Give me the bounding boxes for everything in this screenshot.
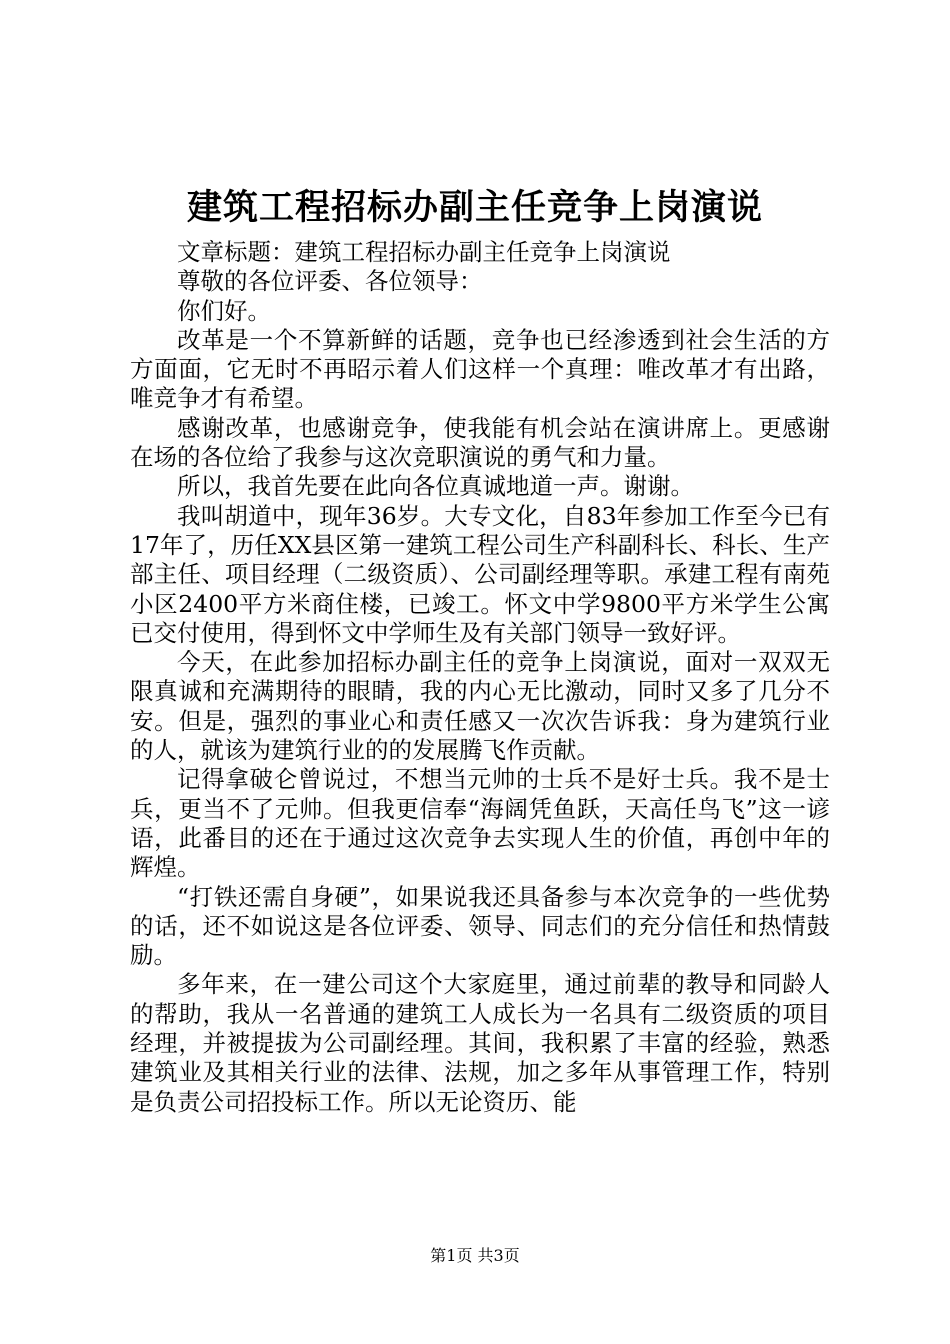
paragraph: 多年来，在一建公司这个大家庭里，通过前辈的教导和同龄人的帮助，我从一名普通的建筑工人成长为一名具有二级资质的项目经理，并被提拔为公司副经理。其间，我积累了丰富的经验，熟悉建筑业及其相关行业的法律、法规，加之多年从事管理工作，特别是负责公司招投标工作。所以无论资历、能 bbox=[130, 970, 830, 1116]
paragraph-article-title: 文章标题：建筑工程招标办副主任竞争上岗演说 bbox=[177, 238, 671, 266]
paragraph: 改革是一个不算新鲜的话题，竞争也已经渗透到社会生活的方方面面，它无时不再昭示着人们这样一个真理：唯改革才有出路，唯竞争才有希望。 bbox=[130, 325, 830, 413]
paragraph: 今天，在此参加招标办副主任的竞争上岗演说，面对一双双无限真诚和充满期待的眼睛，我的内心无比激动，同时又多了几分不安。但是，强烈的事业心和责任感又一次次告诉我：身为建筑行业的人，就该为建筑行业的的发展腾飞作贡献。 bbox=[130, 648, 830, 765]
paragraph: 所以，我首先要在此向各位真诚地道一声。谢谢。 bbox=[177, 472, 694, 501]
paragraph: 感谢改革，也感谢竞争，使我能有机会站在演讲席上。更感谢在场的各位给了我参与这次竞职演说的勇气和力量。 bbox=[130, 413, 830, 472]
document-title: 建筑工程招标办副主任竞争上岗演说 bbox=[186, 187, 763, 228]
page-number-footer: 第1页 共3页 bbox=[430, 1246, 520, 1265]
paragraph: 我叫胡道中，现年36岁。大专文化，自83年参加工作至今已有17年了，历任XX县区第一建筑工程公司生产科副科长、科长、生产部主任、项目经理（二级资质）、公司副经理等职。承建工程有南苑小区2400平方米商住楼，已竣工。怀文中学9800平方米学生公寓已交付使用，得到怀文中学师生及有关部门领导一致好评。 bbox=[130, 501, 830, 647]
paragraph: 记得拿破仑曾说过，不想当元帅的士兵不是好士兵。我不是士兵，更当不了元帅。但我更信奉“海阔凭鱼跃，天高任鸟飞”这一谚语，此番目的还在于通过这次竞争去实现人生的价值，再创中年的辉煌。 bbox=[130, 765, 830, 882]
paragraph: “打铁还需自身硬”，如果说我还具备参与本次竞争的一些优势的话，还不如说这是各位评委、领导、同志们的充分信任和热情鼓励。 bbox=[130, 882, 830, 970]
paragraph-salutation: 尊敬的各位评委、各位领导： bbox=[177, 267, 483, 296]
paragraph-greeting: 你们好。 bbox=[177, 296, 271, 325]
document-body bbox=[130, 238, 830, 1117]
